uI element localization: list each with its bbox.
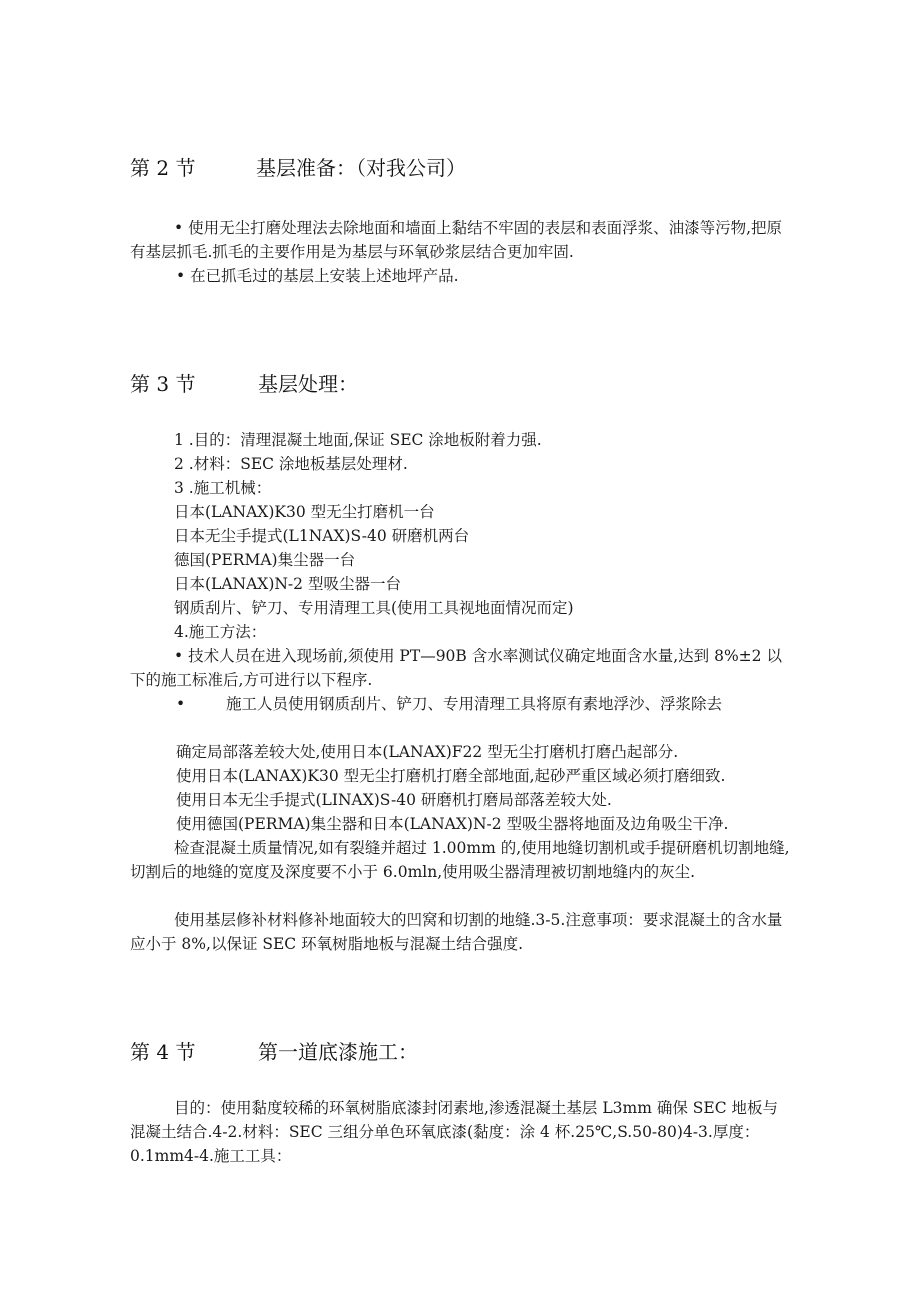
section-3-bullet-1: • 技术人员在进入现场前,须使用 PT—90B 含水率测试仪确定地面含水量,达到 8%±2 以下的施工标准后,方可进行以下程序. — [130, 647, 782, 689]
section-3-heading — [130, 372, 358, 396]
list-item: 1 .目的：清理混凝土地面,保证 SEC 涂地板附着力强. — [174, 431, 542, 449]
list-item: 4.施工方法： — [174, 623, 267, 641]
list-item: 确定局部落差较大处,使用日本(LANAX)F22 型无尘打磨机打磨凸起部分. — [176, 743, 679, 761]
list-item: 德国(PERMA)集尘器一台 — [174, 551, 356, 569]
section-3-bullet-2-text: 施工人员使用钢质刮片、铲刀、专用清理工具将原有素地浮沙、浮浆除去 — [226, 695, 723, 713]
section-4-heading — [130, 1040, 418, 1064]
section-2-paragraph-1: • 使用无尘打磨处理法去除地面和墙面上黏结不牢固的表层和表面浮浆、油漆等污物,把原有基层抓毛.抓毛的主要作用是为基层与环氧砂浆层结合更加牢固. — [130, 219, 782, 261]
list-item: 使用日本(LANAX)K30 型无尘打磨机打磨全部地面,起砂严重区域必须打磨细致. — [176, 767, 726, 785]
section-3-paragraph-repair: 使用基层修补材料修补地面较大的凹窝和切割的地缝.3-5.注意事项：要求混凝土的含水量应小于 8%,以保证 SEC 环氧树脂地板与混凝土结合强度. — [130, 911, 783, 953]
section-3-paragraph-check: 检查混凝土质量情况,如有裂缝并超过 1.00mm 的,使用地缝切割机或手提研磨机切割地缝,切割后的地缝的宽度及深度要不小于 6.0mln,使用吸尘器清理被切割地缝内的灰尘. — [130, 839, 790, 881]
list-item: 2 .材料：SEC 涂地板基层处理材. — [174, 455, 408, 473]
list-item: 日本无尘手提式(L1NAX)S-40 研磨机两台 — [174, 527, 470, 545]
section-4-number: 第 4 节 — [130, 1040, 196, 1064]
list-item: 使用德国(PERMA)集尘器和日本(LANAX)N-2 型吸尘器将地面及边角吸尘干净. — [176, 815, 729, 833]
section-3-bullet-2-mark: • — [176, 695, 186, 713]
list-item: 钢质刮片、铲刀、专用清理工具(使用工具视地面情况而定) — [174, 599, 574, 617]
section-4-title: 第一道底漆施工： — [258, 1040, 418, 1064]
section-3-number: 第 3 节 — [130, 372, 196, 396]
section-2-number: 第 2 节 — [130, 156, 196, 180]
list-item: 使用日本无尘手提式(LINAX)S-40 研磨机打磨局部落差较大处. — [176, 791, 612, 809]
list-item: 3 .施工机械： — [174, 479, 272, 497]
section-4-paragraph: 目的：使用黏度较稀的环氧树脂底漆封闭素地,渗透混凝土基层 L3mm 确保 SEC 地板与混凝土结合.4-2.材料：SEC 三组分单色环氧底漆(黏度：涂 4 杯.25℃,S.50-80)4-3.厚度：0.1mm4-4.施工工具： — [130, 1099, 778, 1165]
section-2-paragraph-2: • 在已抓毛过的基层上安装上述地坪产品. — [176, 267, 459, 285]
section-3-title: 基层处理： — [258, 372, 358, 396]
section-2-heading — [130, 156, 466, 180]
list-item: 日本(LANAX)K30 型无尘打磨机一台 — [174, 503, 435, 521]
list-item: 日本(LANAX)N-2 型吸尘器一台 — [174, 575, 401, 593]
section-2-title: 基层准备：（对我公司） — [256, 156, 466, 180]
